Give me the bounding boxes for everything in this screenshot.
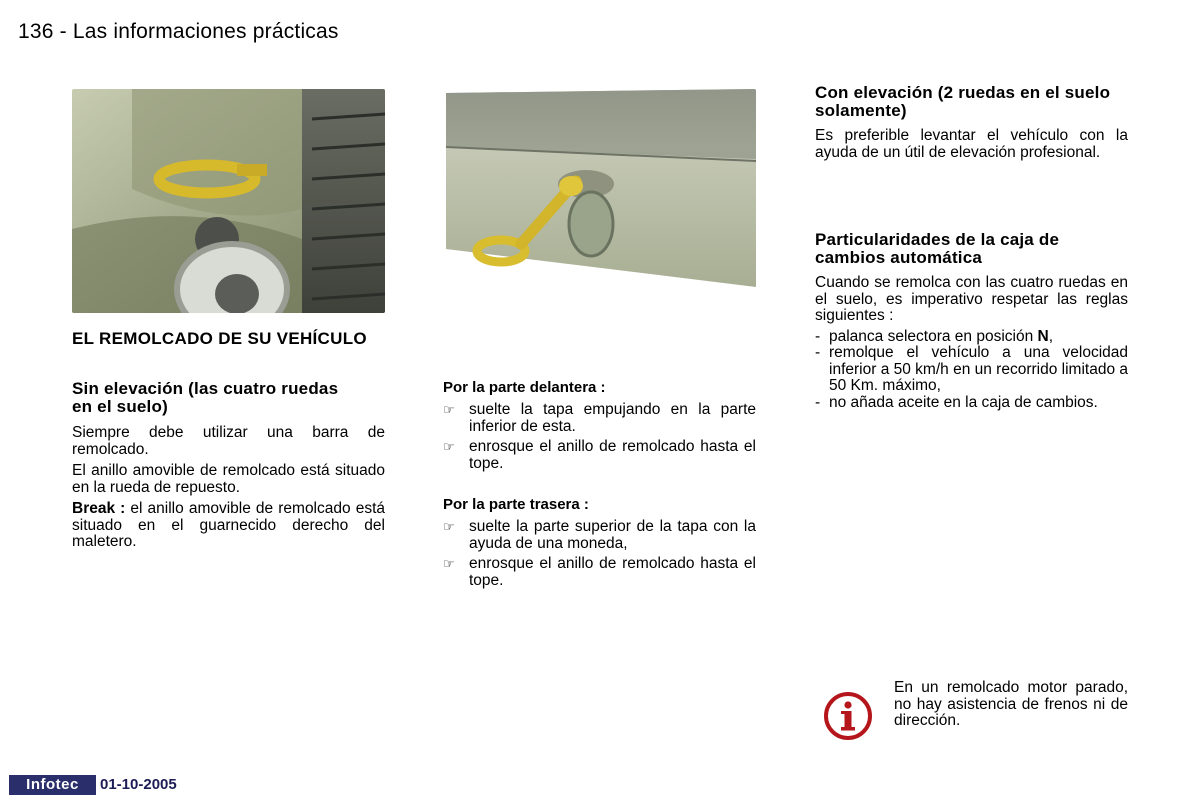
heading-with-lift: Con elevación (2 ruedas en el suelo solamente) (815, 83, 1111, 120)
rules-intro: Cuando se remolca con las cuatro ruedas en el suelo, es imperativo respetar las reglas siguientes : (815, 274, 1128, 324)
front-label: Por la parte delantera : (443, 379, 606, 396)
front-instructions (443, 402, 756, 476)
rear-label: Por la parte trasera : (443, 496, 589, 513)
warning-text: En un remolcado motor parado, no hay asistencia de frenos ni de dirección. (894, 679, 1128, 729)
front-tow-ring-photo (72, 89, 385, 313)
pointing-hand-icon: ☞ (443, 439, 455, 454)
subheading-no-lift: Sin elevación (las cuatro ruedas en el suelo) (72, 379, 339, 416)
list-item: ☞ suelte la tapa empujando en la parte inferior de esta. (443, 401, 756, 435)
automatic-gearbox-body (815, 275, 1128, 411)
pointing-hand-icon: ☞ (443, 556, 455, 571)
infotec-badge: Infotec (9, 775, 96, 795)
ring-location-paragraph: El anillo amovible de remolcado está situado en la rueda de repuesto. (72, 462, 385, 496)
break-text: el anillo amovible de remolcado está situado en el guarnecido derecho del maletero. (72, 500, 385, 550)
pointing-hand-icon: ☞ (443, 402, 455, 417)
list-item: ☞ enrosque el anillo de remolcado hasta el tope. (443, 555, 756, 589)
rear-instructions (443, 519, 756, 593)
section-title-towing: EL REMOLCADO DE SU VEHÍCULO (72, 329, 367, 348)
pointing-hand-icon: ☞ (443, 519, 455, 534)
break-label: Break : (72, 500, 126, 517)
col1-body (72, 425, 385, 556)
list-item: ☞ suelte la parte superior de la tapa con la ayuda de una moneda, (443, 518, 756, 552)
page-title: 136 - Las informaciones prácticas (18, 20, 339, 43)
list-item: ☞ enrosque el anillo de remolcado hasta el tope. (443, 438, 756, 472)
with-lift-paragraph: Es preferible levantar el vehículo con la ayuda de un útil de elevación profesional. (815, 127, 1128, 161)
info-warning-icon (822, 690, 874, 742)
list-item: - remolque el vehículo a una velocidad inferior a 50 km/h en un recorrido limitado a 50 Km. máximo, (815, 344, 1128, 394)
heading-automatic-gearbox: Particularidades de la caja de cambios automática (815, 230, 1060, 267)
rear-tow-ring-photo (446, 89, 756, 307)
list-item: - palanca selectora en posición N, (815, 327, 1054, 345)
footer-date: 01-10-2005 (100, 776, 177, 793)
tow-bar-paragraph: Siempre debe utilizar una barra de remolcado. (72, 424, 385, 458)
break-paragraph (72, 501, 385, 551)
list-item: - no añada aceite en la caja de cambios. (815, 393, 1098, 411)
